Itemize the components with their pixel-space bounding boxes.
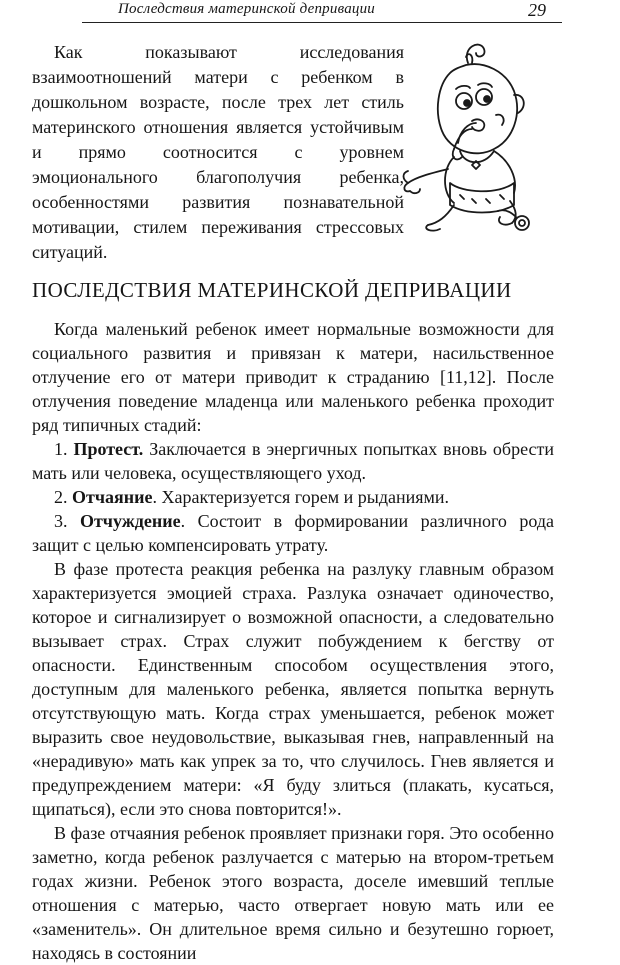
stage-term: Протест. bbox=[73, 439, 144, 459]
intro-paragraph: Как показывают исследования взаимоотношений матери с ребенком в дошкольном возрасте, после трех лет стиль материнского отношения является устойчивым и прямо соотносится с уровнем эмоционального благополучия ребенка, особенностями развития познавательной мотивации, стилем переживания стрессовых ситуаций. bbox=[32, 42, 404, 262]
stage-text: . Характеризуется горем и рыданиями. bbox=[152, 487, 450, 507]
stage-text: Заключается в энергичных попытках вновь обрести мать или человека, осуществляющего уход. bbox=[32, 439, 554, 483]
section-body bbox=[32, 317, 554, 965]
stage-number: 2. bbox=[54, 487, 68, 507]
paragraph-intro: Когда маленький ребенок имеет нормальные возможности для социального развития и привязан к матери, насильственное отлучение его от матери приводит к страданию [11,12]. После отлучения поведение младенца или маленького ребенка проходит ряд типичных стадий: bbox=[32, 319, 554, 435]
stage-term: Отчаяние bbox=[72, 487, 153, 507]
section-heading: ПОСЛЕДСТВИЯ МАТЕРИНСКОЙ ДЕПРИВАЦИИ bbox=[32, 278, 512, 302]
paragraph-despair-phase: В фазе отчаяния ребенок проявляет признаки горя. Это особенно заметно, когда ребенок разлучается с матерью на втором-третьем годах жизни. Ребенок этого возраста, доселе имевший теплые отношения с матерью, часто отвергает новую мать или ее «заменитель». Он длительное время сильно и безутешно горюет, находясь в состоянии bbox=[32, 823, 554, 963]
page-number: 29 bbox=[528, 0, 546, 20]
paragraph-protest-phase: В фазе протеста реакция ребенка на разлуку главным образом характеризуется эмоцией страха. Разлука означает одиночество, которое и сигнализирует о возможной опасности, а следовательно вызывает страх. Страх служит побуждением к бегству от опасности. Единственным способом осуществления этого, доступным для маленького ребенка, является попытка вернуть отсутствующую мать. Когда страх уменьшается, ребенок может выразить свое неудовольствие, выказывая гнев, направленный на «нерадивую» мать как упрек за то, что случилось. Гнев является и предупреждением матери: «Я буду злиться (плакать, кусаться, щипаться), если это снова повторится!». bbox=[32, 559, 554, 819]
stage-number: 1. bbox=[54, 439, 68, 459]
stage-item bbox=[32, 437, 554, 485]
stage-term: Отчуждение bbox=[79, 511, 181, 531]
stage-number: 3. bbox=[54, 511, 68, 531]
running-title: Последствия материнской депривации bbox=[118, 1, 375, 17]
stage-item bbox=[32, 509, 554, 557]
running-head bbox=[82, 0, 562, 23]
stage-text: . Состоит в формировании различного рода защит с целью компенсировать утрату. bbox=[32, 511, 554, 555]
stage-item bbox=[32, 485, 554, 509]
baby-cartoon-icon bbox=[398, 33, 538, 233]
